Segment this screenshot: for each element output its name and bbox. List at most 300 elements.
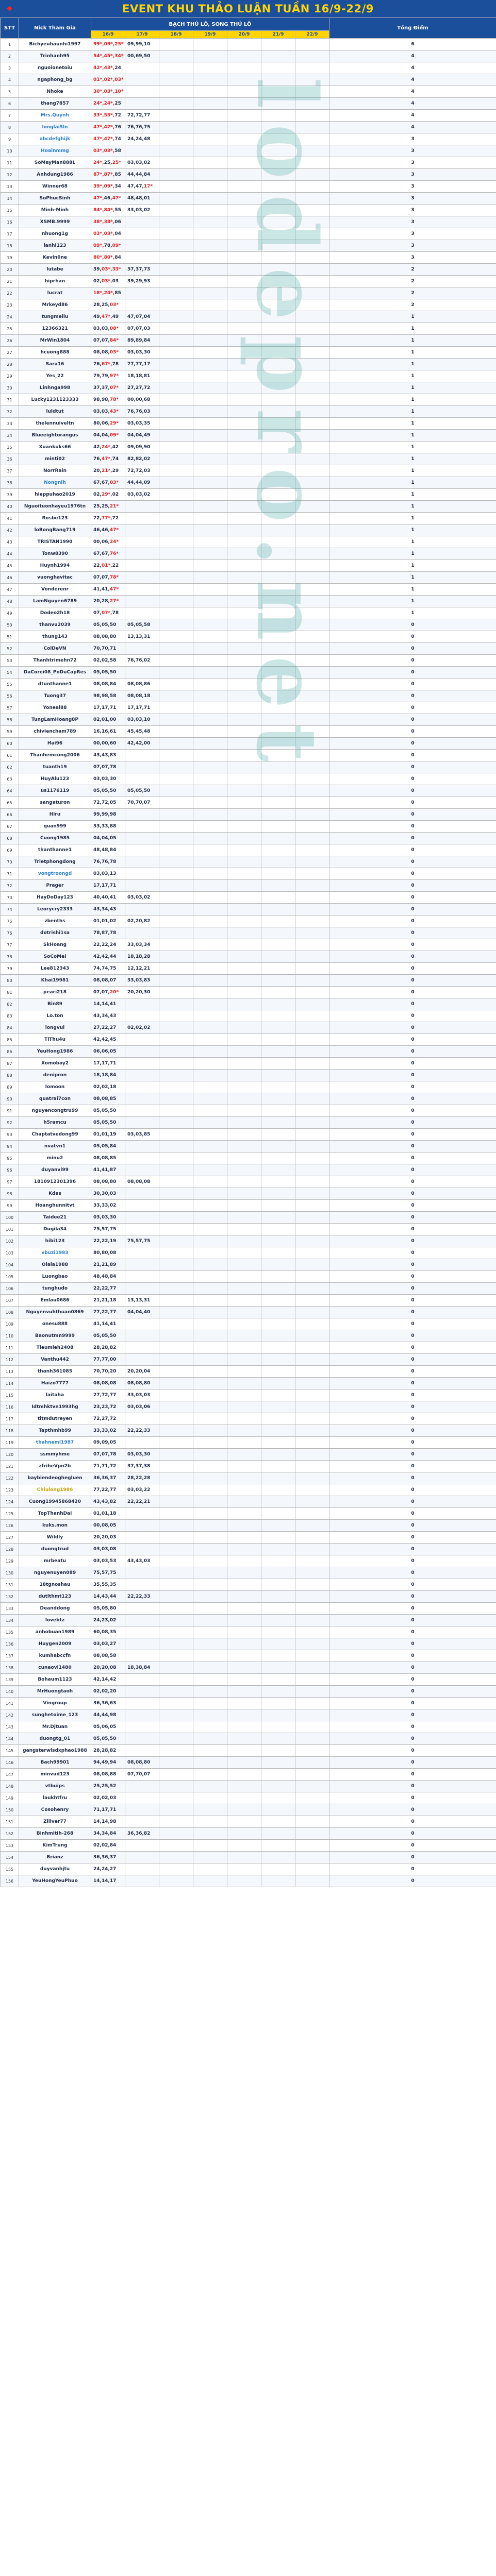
table-row xyxy=(1,607,496,619)
row-total: 0 xyxy=(329,892,496,904)
row-day-cell xyxy=(261,50,295,62)
row-day-cell xyxy=(159,1757,193,1769)
row-day-cell xyxy=(159,761,193,773)
row-nick: cunaovi1480 xyxy=(19,1662,91,1674)
row-day-cell xyxy=(193,1484,227,1496)
row-day-cell xyxy=(295,1757,329,1769)
row-day-cell xyxy=(159,667,193,679)
row-day-cell xyxy=(159,880,193,892)
row-day-cell xyxy=(295,370,329,382)
row-stt: 124 xyxy=(1,1496,19,1508)
row-total: 1 xyxy=(329,536,496,548)
row-day-cell xyxy=(295,1472,329,1484)
row-day-cell xyxy=(193,406,227,418)
row-day-cell xyxy=(261,406,295,418)
row-total: 0 xyxy=(329,1863,496,1875)
row-day-cell xyxy=(125,1804,159,1816)
row-day-cell: 03,03,43* xyxy=(91,406,125,418)
row-day-cell xyxy=(125,1686,159,1698)
row-total: 0 xyxy=(329,1342,496,1354)
row-day-cell: 77,77,17 xyxy=(125,359,159,370)
row-day-cell xyxy=(261,228,295,240)
table-row xyxy=(1,1105,496,1117)
row-nick: duyvanhjtu xyxy=(19,1863,91,1875)
row-day-cell xyxy=(193,987,227,998)
row-day-cell: 05,05,58 xyxy=(125,619,159,631)
row-day-cell: 01,01,02 xyxy=(91,916,125,927)
row-day-cell xyxy=(261,157,295,169)
row-day-cell xyxy=(295,904,329,916)
row-day-cell xyxy=(227,370,261,382)
row-day-cell xyxy=(261,833,295,844)
row-stt: 123 xyxy=(1,1484,19,1496)
row-stt: 39 xyxy=(1,489,19,501)
table-row xyxy=(1,1792,496,1804)
row-nick: thanthanne1 xyxy=(19,844,91,856)
row-stt: 20 xyxy=(1,264,19,276)
row-day-cell xyxy=(295,1354,329,1366)
row-stt: 18 xyxy=(1,240,19,252)
row-day-cell: 00,00,60 xyxy=(91,738,125,750)
row-day-cell xyxy=(227,1567,261,1579)
row-nick: SkHoang xyxy=(19,939,91,951)
row-day-cell xyxy=(295,761,329,773)
row-day-cell xyxy=(159,335,193,347)
row-total: 1 xyxy=(329,548,496,560)
row-day-cell xyxy=(295,1662,329,1674)
table-row xyxy=(1,86,496,98)
row-day-cell xyxy=(227,1721,261,1733)
table-row xyxy=(1,1686,496,1698)
row-total: 0 xyxy=(329,1058,496,1070)
row-day-cell xyxy=(193,62,227,74)
row-day-cell xyxy=(295,1709,329,1721)
row-day-cell xyxy=(159,489,193,501)
row-day-cell xyxy=(193,359,227,370)
row-day-cell: 18,18,28 xyxy=(125,951,159,963)
row-day-cell: 08,08,88 xyxy=(91,1769,125,1781)
row-day-cell: 76,67*,78 xyxy=(91,359,125,370)
table-row xyxy=(1,228,496,240)
row-day-cell: 72,27,72 xyxy=(91,1413,125,1425)
row-day-cell xyxy=(295,536,329,548)
row-nick: abcdefghijk xyxy=(19,133,91,145)
row-nick: TungLamHoang8P xyxy=(19,714,91,726)
row-day-cell xyxy=(125,1840,159,1852)
row-day-cell xyxy=(159,465,193,477)
row-total: 0 xyxy=(329,1437,496,1449)
row-day-cell xyxy=(193,1247,227,1259)
row-day-cell xyxy=(125,1603,159,1615)
row-day-cell: 08,08,07 xyxy=(91,975,125,987)
table-row xyxy=(1,181,496,193)
row-nick: zbenths xyxy=(19,916,91,927)
row-nick: Thanhtrimehn72 xyxy=(19,655,91,667)
row-total: 4 xyxy=(329,98,496,110)
row-day-cell xyxy=(227,572,261,584)
row-day-cell xyxy=(295,1555,329,1567)
table-row xyxy=(1,1567,496,1579)
row-day-cell xyxy=(295,1520,329,1532)
row-total: 0 xyxy=(329,1544,496,1555)
row-day-cell xyxy=(261,311,295,323)
row-day-cell xyxy=(261,193,295,205)
row-day-cell xyxy=(227,690,261,702)
row-day-cell xyxy=(159,1709,193,1721)
row-nick: Bach99901 xyxy=(19,1757,91,1769)
row-total: 0 xyxy=(329,1449,496,1461)
row-day-cell xyxy=(193,50,227,62)
row-day-cell xyxy=(125,1792,159,1804)
row-day-cell: 05,05,50 xyxy=(91,619,125,631)
row-day-cell xyxy=(261,785,295,797)
row-total: 1 xyxy=(329,323,496,335)
row-day-cell xyxy=(159,430,193,442)
row-nick: 12366321 xyxy=(19,323,91,335)
row-stt: 64 xyxy=(1,785,19,797)
row-day-cell xyxy=(295,1283,329,1295)
row-total: 1 xyxy=(329,335,496,347)
row-day-cell xyxy=(125,524,159,536)
row-day-cell xyxy=(261,963,295,975)
row-total: 0 xyxy=(329,1176,496,1188)
row-day-cell xyxy=(159,631,193,643)
row-day-cell xyxy=(295,287,329,299)
row-day-cell: 77,77,00 xyxy=(91,1354,125,1366)
row-day-cell xyxy=(295,1212,329,1224)
row-day-cell xyxy=(193,939,227,951)
row-total: 0 xyxy=(329,1484,496,1496)
row-day-cell xyxy=(125,1674,159,1686)
row-day-cell xyxy=(125,1520,159,1532)
row-day-cell xyxy=(159,1875,193,1887)
table-row xyxy=(1,1342,496,1354)
row-day-cell: 39,29,93 xyxy=(125,276,159,287)
row-day-cell xyxy=(193,287,227,299)
row-stt: 17 xyxy=(1,228,19,240)
row-total: 0 xyxy=(329,1852,496,1863)
row-day-cell: 07,07,78 xyxy=(91,761,125,773)
row-day-cell: 72,72,05 xyxy=(91,797,125,809)
table-row xyxy=(1,1378,496,1389)
row-day-cell xyxy=(193,382,227,394)
row-day-cell xyxy=(261,1662,295,1674)
row-day-cell xyxy=(261,1401,295,1413)
row-nick: Luongbao xyxy=(19,1271,91,1283)
row-day-cell xyxy=(295,1567,329,1579)
row-day-cell xyxy=(159,726,193,738)
row-day-cell xyxy=(227,1342,261,1354)
row-day-cell: 13,13,31 xyxy=(125,1295,159,1307)
row-day-cell xyxy=(261,382,295,394)
row-nick: quatrai7con xyxy=(19,1093,91,1105)
table-row xyxy=(1,145,496,157)
row-day-cell xyxy=(193,927,227,939)
row-day-cell xyxy=(295,1721,329,1733)
row-day-cell xyxy=(159,133,193,145)
row-day-cell xyxy=(159,998,193,1010)
row-day-cell xyxy=(227,1425,261,1437)
row-day-cell xyxy=(159,347,193,359)
row-day-cell xyxy=(295,1461,329,1472)
row-day-cell xyxy=(227,1378,261,1389)
row-day-cell: 47*,47*,76 xyxy=(91,122,125,133)
row-nick: minu2 xyxy=(19,1153,91,1164)
row-day-cell xyxy=(261,702,295,714)
row-nick: Kevin0ne xyxy=(19,252,91,264)
table-row xyxy=(1,39,496,50)
row-stt: 1 xyxy=(1,39,19,50)
row-day-cell xyxy=(295,193,329,205)
row-day-cell xyxy=(227,880,261,892)
row-stt: 113 xyxy=(1,1366,19,1378)
row-day-cell xyxy=(227,1413,261,1425)
row-day-cell xyxy=(159,1686,193,1698)
row-day-cell xyxy=(193,74,227,86)
row-day-cell xyxy=(125,1081,159,1093)
row-total: 0 xyxy=(329,1271,496,1283)
row-stt: 21 xyxy=(1,276,19,287)
row-day-cell xyxy=(227,1081,261,1093)
table-row xyxy=(1,394,496,406)
row-nick: KimTrung xyxy=(19,1840,91,1852)
table-row xyxy=(1,821,496,833)
row-day-cell xyxy=(159,1141,193,1153)
row-day-cell xyxy=(159,1579,193,1591)
row-day-cell: 98,98,58 xyxy=(91,690,125,702)
row-stt: 112 xyxy=(1,1354,19,1366)
row-day-cell xyxy=(261,323,295,335)
row-day-cell xyxy=(295,1022,329,1034)
row-day-cell xyxy=(193,1010,227,1022)
row-day-cell xyxy=(193,228,227,240)
row-day-cell xyxy=(227,1224,261,1235)
row-stt: 10 xyxy=(1,145,19,157)
table-row xyxy=(1,453,496,465)
row-day-cell xyxy=(295,1686,329,1698)
row-day-cell xyxy=(261,1745,295,1757)
row-total: 0 xyxy=(329,1733,496,1745)
row-day-cell xyxy=(227,584,261,596)
row-day-cell: 02,03*,03 xyxy=(91,276,125,287)
row-total: 1 xyxy=(329,453,496,465)
table-row xyxy=(1,1425,496,1437)
row-nick: Cosohenry xyxy=(19,1804,91,1816)
row-nick: minvud123 xyxy=(19,1769,91,1781)
row-day-cell: 06,06,05 xyxy=(91,1046,125,1058)
row-nick: gangsterwlsdxphao1988 xyxy=(19,1745,91,1757)
row-day-cell xyxy=(125,1413,159,1425)
row-day-cell xyxy=(295,1544,329,1555)
table-row xyxy=(1,1461,496,1472)
row-day-cell: 46,46,47* xyxy=(91,524,125,536)
row-day-cell xyxy=(261,1413,295,1425)
row-day-cell xyxy=(193,1745,227,1757)
row-nick: tungmeilu xyxy=(19,311,91,323)
row-stt: 68 xyxy=(1,833,19,844)
row-day-cell xyxy=(193,1413,227,1425)
row-day-cell xyxy=(159,690,193,702)
row-day-cell: 42,42,00 xyxy=(125,738,159,750)
row-day-cell xyxy=(227,1745,261,1757)
row-day-cell xyxy=(193,1709,227,1721)
row-total: 0 xyxy=(329,927,496,939)
row-day-cell xyxy=(261,750,295,761)
row-day-cell xyxy=(159,844,193,856)
row-day-cell xyxy=(261,1342,295,1354)
row-day-cell xyxy=(227,465,261,477)
row-day-cell xyxy=(227,702,261,714)
row-total: 3 xyxy=(329,252,496,264)
table-row xyxy=(1,880,496,892)
table-row xyxy=(1,1212,496,1224)
row-total: 2 xyxy=(329,299,496,311)
row-stt: 24 xyxy=(1,311,19,323)
row-total: 0 xyxy=(329,1224,496,1235)
row-stt: 16 xyxy=(1,216,19,228)
row-day-cell xyxy=(227,311,261,323)
row-day-cell xyxy=(261,1781,295,1792)
row-day-cell xyxy=(261,643,295,655)
row-day-cell xyxy=(295,382,329,394)
header-stt: STT xyxy=(1,18,19,39)
row-day-cell xyxy=(261,394,295,406)
row-nick: us1176119 xyxy=(19,785,91,797)
row-day-cell xyxy=(295,501,329,513)
row-stt: 74 xyxy=(1,904,19,916)
row-day-cell: 34,34,84 xyxy=(91,1828,125,1840)
row-day-cell xyxy=(261,631,295,643)
table-row xyxy=(1,1840,496,1852)
row-day-cell xyxy=(261,524,295,536)
row-day-cell xyxy=(125,1852,159,1863)
row-day-cell xyxy=(193,1496,227,1508)
table-row xyxy=(1,1615,496,1626)
row-day-cell: 67,67,03* xyxy=(91,477,125,489)
row-day-cell xyxy=(295,643,329,655)
row-day-cell xyxy=(227,1093,261,1105)
row-day-cell xyxy=(159,1378,193,1389)
row-day-cell xyxy=(193,856,227,868)
row-day-cell xyxy=(193,702,227,714)
row-total: 3 xyxy=(329,240,496,252)
row-nick: Blueeightorangus xyxy=(19,430,91,442)
row-nick: SoPhucSinh xyxy=(19,193,91,205)
row-total: 0 xyxy=(329,868,496,880)
row-day-cell xyxy=(159,1567,193,1579)
row-day-cell xyxy=(227,1271,261,1283)
row-nick: Thanhemcung2006 xyxy=(19,750,91,761)
table-row xyxy=(1,359,496,370)
table-row xyxy=(1,560,496,572)
row-total: 0 xyxy=(329,963,496,975)
row-day-cell xyxy=(261,1081,295,1093)
row-day-cell: 44,44,98 xyxy=(91,1709,125,1721)
row-day-cell xyxy=(193,1354,227,1366)
row-nick: Lucky1231123333 xyxy=(19,394,91,406)
row-day-cell: 08,08,58 xyxy=(91,1650,125,1662)
row-day-cell xyxy=(125,287,159,299)
row-day-cell xyxy=(261,1153,295,1164)
row-stt: 100 xyxy=(1,1212,19,1224)
row-nick: loBongBang719 xyxy=(19,524,91,536)
row-day-cell xyxy=(261,998,295,1010)
row-day-cell xyxy=(125,1247,159,1259)
row-day-cell xyxy=(193,844,227,856)
logo-icon: ◆ xyxy=(2,2,18,15)
row-total: 0 xyxy=(329,1875,496,1887)
row-day-cell xyxy=(227,205,261,216)
row-day-cell: 05,05,50 xyxy=(91,785,125,797)
row-day-cell xyxy=(227,536,261,548)
row-nick: ngaphong_bg xyxy=(19,74,91,86)
row-stt: 139 xyxy=(1,1674,19,1686)
row-day-cell xyxy=(193,1792,227,1804)
row-day-cell xyxy=(159,1555,193,1567)
table-row xyxy=(1,1781,496,1792)
row-stt: 81 xyxy=(1,987,19,998)
row-day-cell xyxy=(159,1484,193,1496)
row-day-cell: 33,33,02 xyxy=(91,1200,125,1212)
row-day-cell xyxy=(159,1212,193,1224)
row-day-cell xyxy=(125,572,159,584)
row-day-cell xyxy=(295,1579,329,1591)
row-day-cell xyxy=(227,1591,261,1603)
row-nick: nvatvn1 xyxy=(19,1141,91,1153)
row-stt: 151 xyxy=(1,1816,19,1828)
row-day-cell: 03,03,35 xyxy=(125,418,159,430)
row-nick: Iomoon xyxy=(19,1081,91,1093)
row-total: 0 xyxy=(329,1579,496,1591)
row-day-cell xyxy=(159,679,193,690)
row-total: 0 xyxy=(329,1721,496,1733)
row-day-cell xyxy=(295,1638,329,1650)
row-stt: 59 xyxy=(1,726,19,738)
table-row xyxy=(1,844,496,856)
row-day-cell xyxy=(193,1615,227,1626)
row-nick: TRISTAN1990 xyxy=(19,536,91,548)
row-day-cell xyxy=(159,548,193,560)
row-day-cell xyxy=(159,62,193,74)
row-total: 0 xyxy=(329,750,496,761)
row-stt: 7 xyxy=(1,110,19,122)
row-day-cell: 38*,38*,06 xyxy=(91,216,125,228)
row-total: 0 xyxy=(329,1389,496,1401)
row-nick: YeuHong1986 xyxy=(19,1046,91,1058)
row-stt: 136 xyxy=(1,1638,19,1650)
row-day-cell xyxy=(227,1354,261,1366)
row-day-cell: 42,24*,42 xyxy=(91,442,125,453)
row-day-cell xyxy=(125,536,159,548)
row-day-cell xyxy=(295,98,329,110)
row-nick: Tuong37 xyxy=(19,690,91,702)
row-total: 1 xyxy=(329,347,496,359)
row-day-cell xyxy=(193,1757,227,1769)
row-day-cell xyxy=(227,1129,261,1141)
row-day-cell xyxy=(295,252,329,264)
row-stt: 63 xyxy=(1,773,19,785)
row-day-cell xyxy=(227,785,261,797)
header-day: 19/9 xyxy=(193,31,227,39)
row-day-cell xyxy=(227,939,261,951)
row-day-cell xyxy=(159,1840,193,1852)
row-stt: 30 xyxy=(1,382,19,394)
row-day-cell: 03,03,13 xyxy=(91,868,125,880)
row-nick: duongtrud xyxy=(19,1544,91,1555)
row-day-cell xyxy=(193,1259,227,1271)
row-stt: 148 xyxy=(1,1781,19,1792)
row-day-cell xyxy=(193,1840,227,1852)
